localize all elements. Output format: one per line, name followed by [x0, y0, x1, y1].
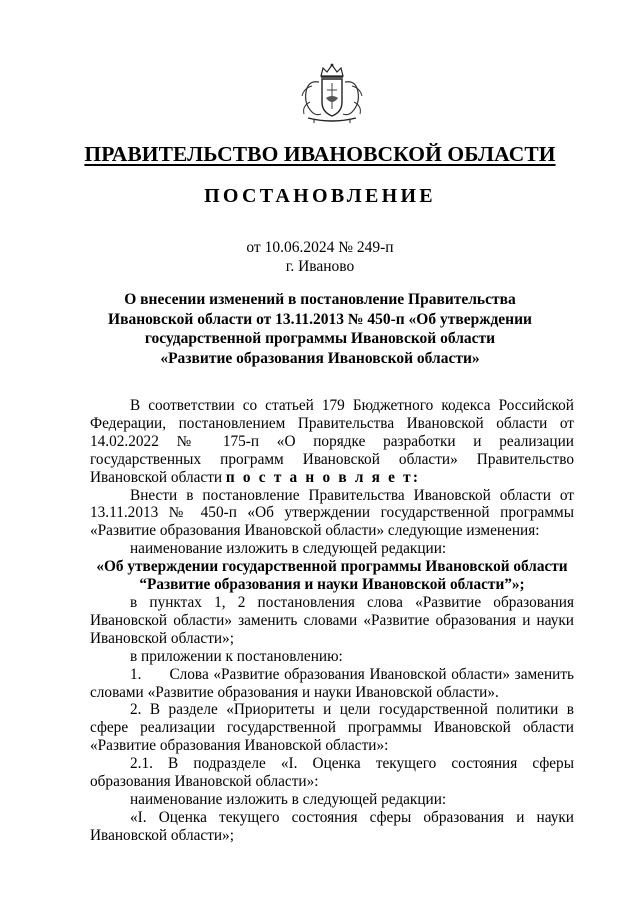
ivanovo-coat-of-arms-icon	[294, 62, 370, 124]
body-paragraph: «I. Оценка текущего состояния сферы образования и науки Ивановской области»;	[90, 808, 574, 844]
new-title-line: «Об утверждении государственной программы Ивановской области	[96, 558, 568, 576]
document-subject	[100, 290, 540, 368]
government-title: ПРАВИТЕЛЬСТВО ИВАНОВСКОЙ ОБЛАСТИ	[84, 142, 556, 166]
body-paragraph: Внести в постановление Правительства Ивановской области от 13.11.2013 № 450-п «Об утверждении государственной программы «Развитие образования Ивановской области» следующие изменения:	[90, 486, 574, 540]
paragraph-text: Слова «Развитие образования Ивановской области» заменить словами «Развитие образования и науки Ивановской области».	[90, 665, 574, 701]
subject-line: государственной программы Ивановской области	[144, 330, 496, 348]
body-paragraph	[90, 666, 574, 702]
item-number: 1.	[130, 665, 142, 683]
new-title-line: “Развитие образования и науки Ивановской области”»;	[139, 576, 525, 594]
body-paragraph	[90, 397, 574, 487]
body-paragraph: 2. В разделе «Приоритеты и цели государственной политики в сфере реализации государственной программы Ивановской области «Развитие образования Ивановской области»:	[90, 701, 574, 755]
body-paragraph: в приложении к постановлению:	[130, 647, 343, 665]
subject-line: О внесении изменений в постановление Правительства	[124, 291, 516, 308]
subject-line: Ивановской области от 13.11.2013 № 450-п «Об утверждении	[108, 310, 532, 328]
body-paragraph: наименование изложить в следующей редакции:	[130, 790, 447, 808]
document-type: ПОСТАНОВЛЕНИЕ	[204, 185, 436, 207]
body-paragraph: в пунктах 1, 2 постановления слова «Развитие образования Ивановской области» заменить словами «Развитие образования и науки Ивановской области»;	[90, 593, 574, 647]
document-body	[90, 397, 574, 845]
resolves-word: п о с т а н о в л я е т:	[225, 468, 421, 486]
body-paragraph: наименование изложить в следующей редакции:	[130, 540, 447, 558]
body-paragraph: 2.1. В подразделе «I. Оценка текущего состояния сферы образования Ивановской области»:	[90, 755, 574, 791]
paragraph-text: В соответствии со статьей 179 Бюджетного кодекса Российской Федерации, постановлением Правительства Ивановской области от 14.02.2022 № 175-п «О порядке разработки и реализации государственных программ Ивановской области» Правительство Ивановской области	[90, 397, 574, 486]
document-date-number: от 10.06.2024 № 249-п	[246, 239, 394, 256]
subject-line: «Развитие образования Ивановской области»	[160, 349, 480, 367]
document-city: г. Иваново	[285, 258, 355, 275]
